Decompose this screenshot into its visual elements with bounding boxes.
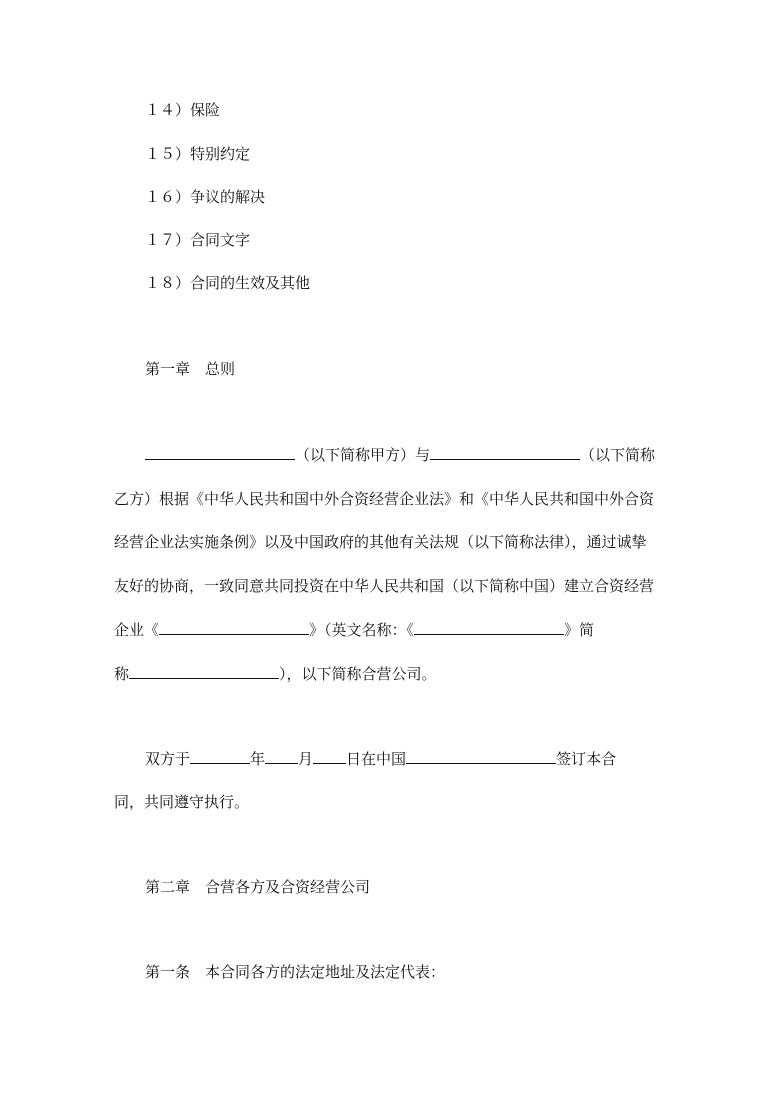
chapter-1-heading (145, 359, 235, 379)
toc-number: １６） (145, 188, 191, 206)
chapter-label: 第二章 (145, 878, 191, 896)
party-a-name-blank[interactable] (145, 444, 295, 460)
intro-line-3: 经营企业法实施条例》以及中国政府的其他有关法规（以下简称法律），通过诚挚 (114, 533, 647, 551)
chapter-2-heading (145, 877, 370, 897)
toc-item-16 (145, 187, 265, 207)
intro-line-5: 企业《 》（英文名称：《 》简 (114, 621, 595, 639)
intro-line-2: 乙方）根据《中华人民共和国中外合资经营企业法》和《中华人民共和国中外合资 (114, 490, 655, 508)
year-blank[interactable] (190, 748, 250, 764)
signing-line-1: 双方于 年 月 日在中国 签订本合 (145, 750, 617, 768)
intro-line-6: 称 ），以下简称合营公司。 (114, 665, 437, 683)
short-name-blank[interactable] (129, 663, 279, 679)
toc-item-14 (145, 100, 220, 120)
toc-number: １４） (145, 101, 191, 119)
toc-text: 保险 (190, 101, 221, 119)
toc-item-18 (145, 273, 310, 293)
toc-item-17 (145, 230, 250, 250)
chapter-title: 合营各方及合资经营公司 (205, 878, 371, 896)
toc-number: １７） (145, 231, 191, 249)
day-blank[interactable] (313, 748, 346, 764)
toc-text: 合同文字 (190, 231, 251, 249)
chapter-title: 总则 (205, 360, 236, 378)
article-title: 本合同各方的法定地址及法定代表： (205, 963, 446, 981)
signing-line-2: 同，共同遵守执行。 (114, 793, 250, 811)
english-name-blank[interactable] (414, 619, 564, 635)
toc-number: １５） (145, 145, 191, 163)
article-1-heading (145, 962, 445, 982)
company-name-blank[interactable] (159, 619, 309, 635)
intro-line-1: （以下简称甲方）与 （以下简称 (145, 444, 655, 465)
toc-number: １８） (145, 274, 191, 292)
party-b-name-blank[interactable] (430, 444, 580, 460)
intro-line-4: 友好的协商，一致同意共同投资在中华人民共和国（以下简称中国）建立合资经营 (114, 577, 655, 595)
toc-text: 合同的生效及其他 (190, 274, 311, 292)
month-blank[interactable] (265, 748, 298, 764)
toc-text: 争议的解决 (190, 188, 266, 206)
toc-text: 特别约定 (190, 145, 251, 163)
chapter-label: 第一章 (145, 360, 191, 378)
toc-item-15 (145, 144, 250, 164)
article-label: 第一条 (145, 963, 191, 981)
location-blank[interactable] (406, 748, 556, 764)
